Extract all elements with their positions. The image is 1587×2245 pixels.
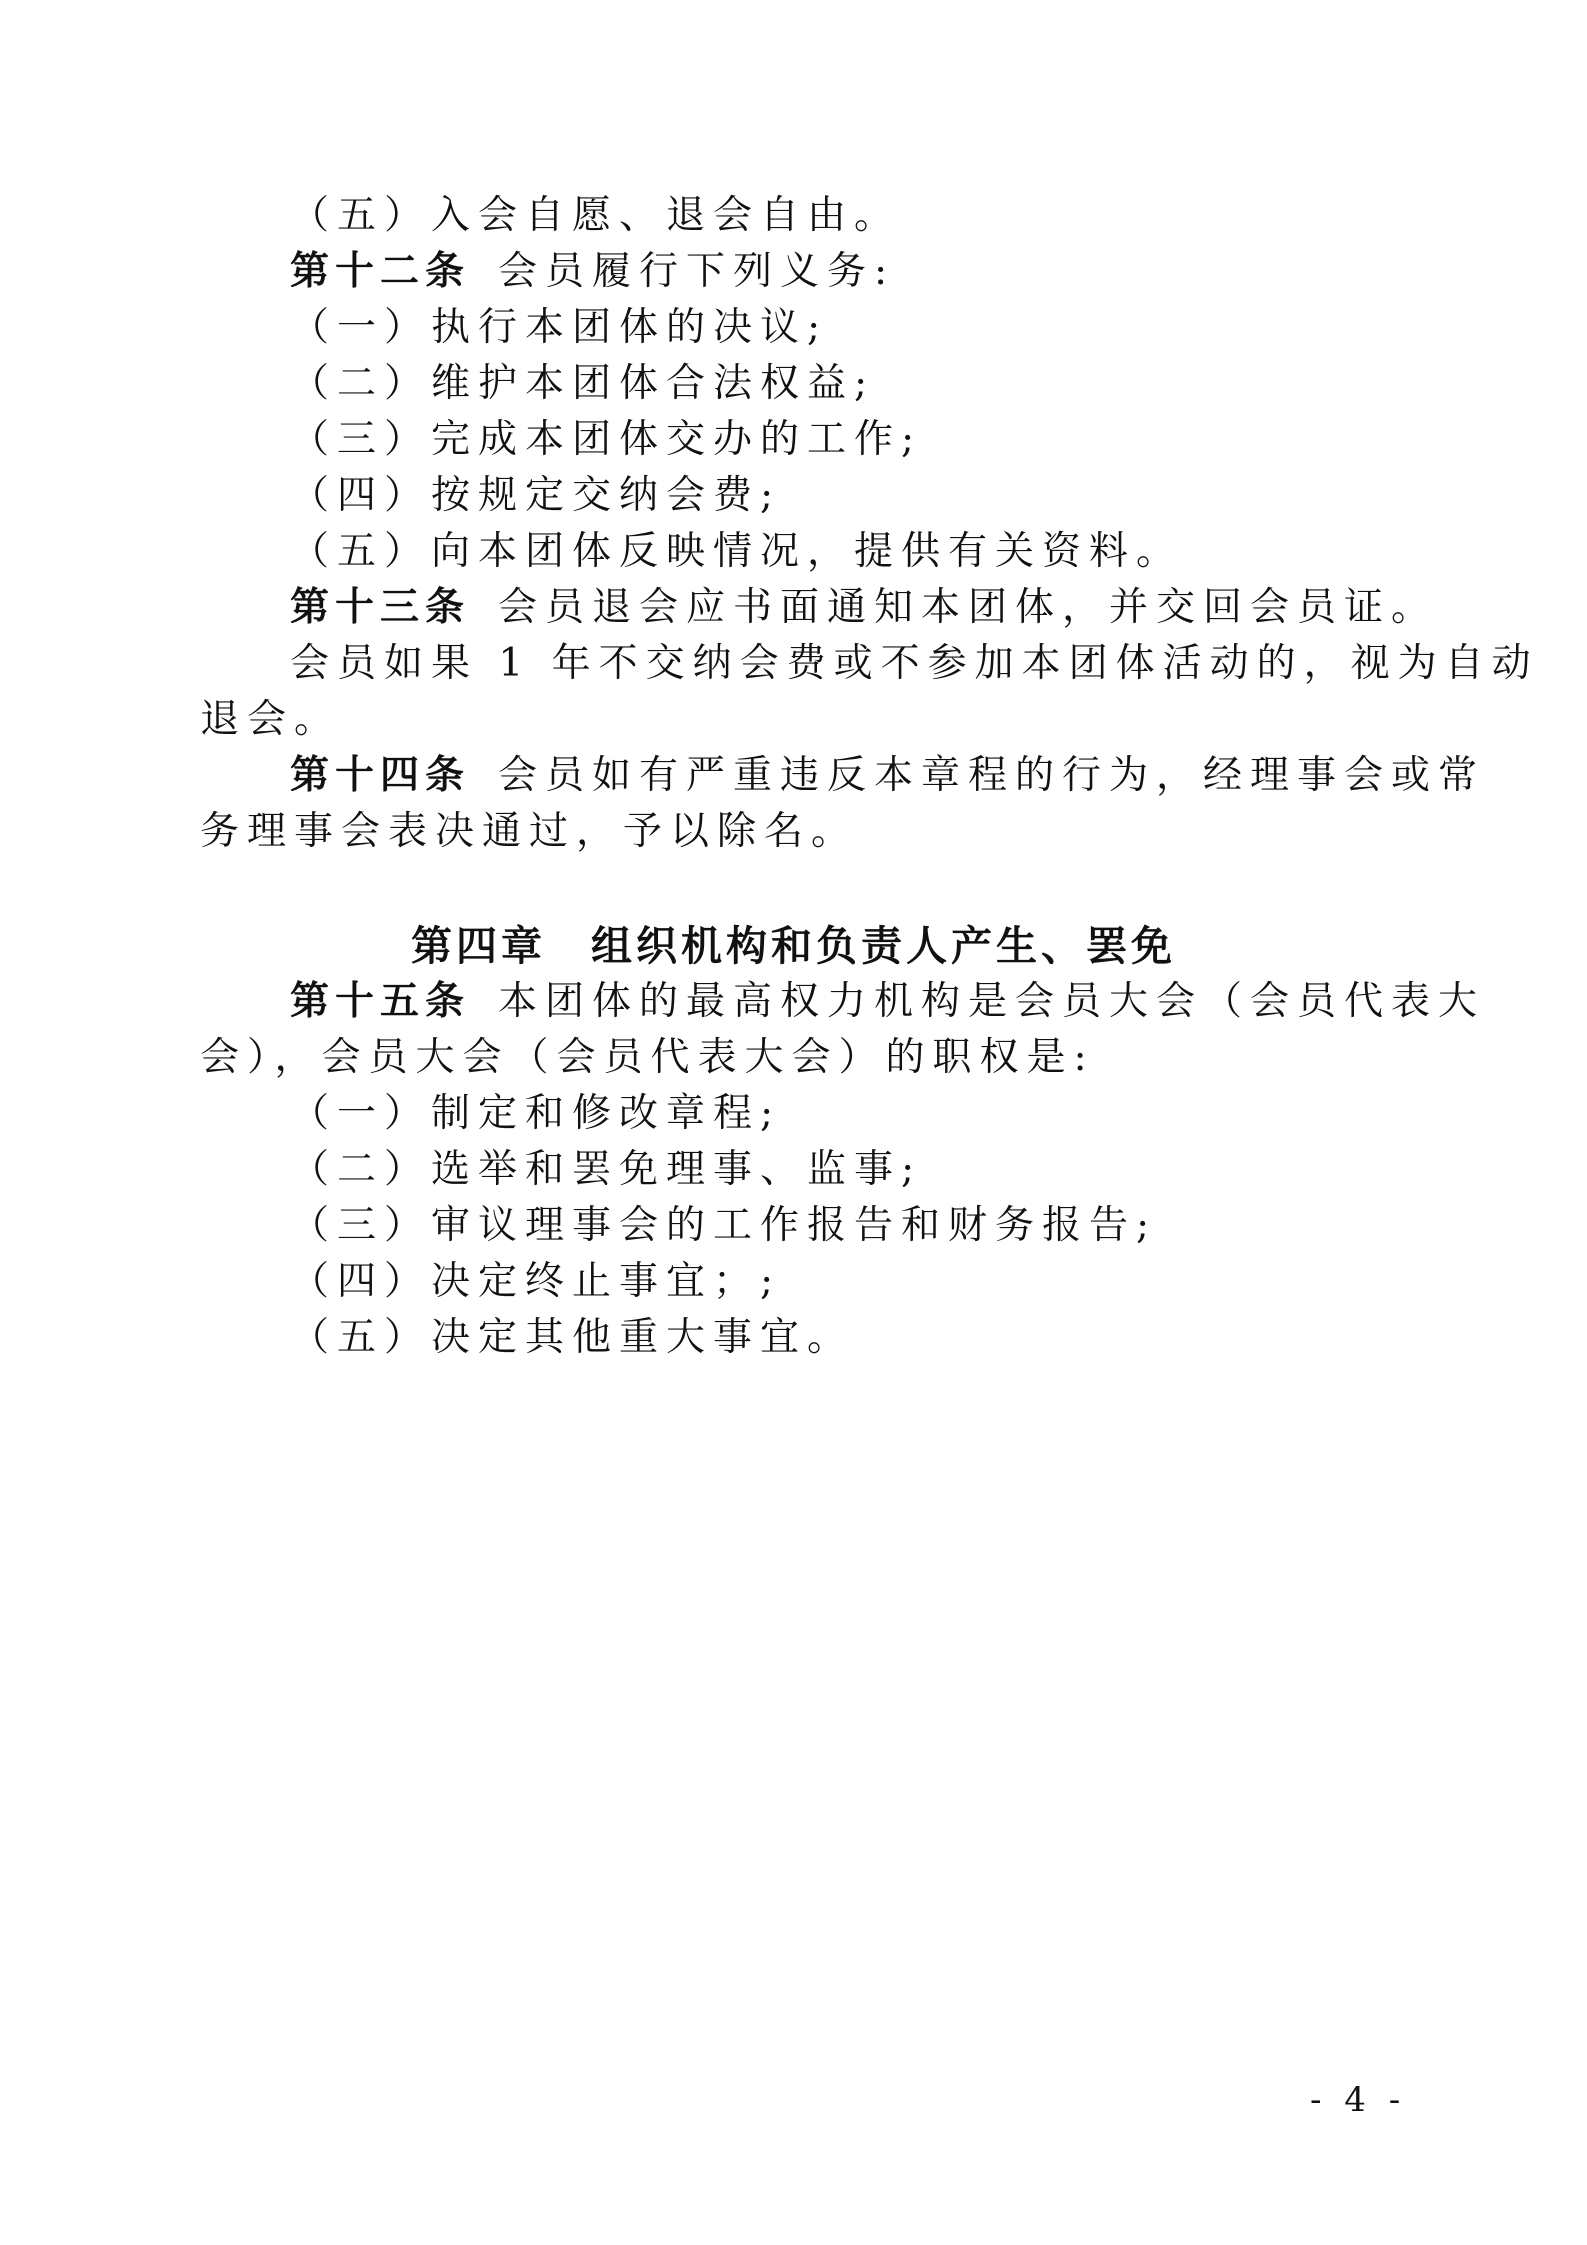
paragraph-line: 退会。 [200, 697, 342, 742]
article-12-line [290, 242, 1490, 302]
clause-line: （五）决定其他重大事宜。 [290, 1315, 855, 1360]
paragraph-line: 会），会员大会（会员代表大会）的职权是: [200, 1035, 1095, 1080]
article-number: 第十三条 [290, 585, 471, 630]
article-number: 第十五条 [290, 979, 471, 1024]
article-number: 第十二条 [290, 249, 471, 294]
article-15-line [290, 972, 1490, 1032]
article-text: 本团体的最高权力机构是会员大会（会员代表大 [498, 979, 1486, 1024]
clause-line: （三）审议理事会的工作报告和财务报告; [290, 1203, 1158, 1248]
paragraph-line: 务理事会表决通过，予以除名。 [200, 809, 859, 854]
chapter-heading: 第四章 组织机构和负责人产生、罢免 [411, 922, 1176, 970]
clause-line: （四）按规定交纳会费; [290, 473, 782, 518]
clause-line: （一）制定和修改章程; [290, 1091, 782, 1136]
clause-line: （三）完成本团体交办的工作; [290, 417, 923, 462]
article-14-line [290, 746, 1490, 806]
clause-line: （一）执行本团体的决议; [290, 305, 829, 350]
article-text: 会员如有严重违反本章程的行为，经理事会或常 [498, 753, 1486, 798]
clause-line: （四）决定终止事宜；; [290, 1259, 782, 1304]
clause-line: （五）向本团体反映情况，提供有关资料。 [290, 529, 1184, 574]
article-text: 会员退会应书面通知本团体，并交回会员证。 [498, 585, 1439, 630]
clause-line: （二）选举和罢免理事、监事; [290, 1147, 923, 1192]
page-number: - 4 - [1310, 2080, 1407, 2120]
clause-line: （二）维护本团体合法权益; [290, 361, 876, 406]
clause-line: （五）入会自愿、退会自由。 [290, 193, 902, 238]
article-text: 会员履行下列义务: [498, 249, 896, 294]
article-number: 第十四条 [290, 753, 471, 798]
article-13-line [290, 578, 1490, 638]
paragraph-line: 会员如果 1 年不交纳会费或不参加本团体活动的，视为自动 [290, 641, 1539, 686]
